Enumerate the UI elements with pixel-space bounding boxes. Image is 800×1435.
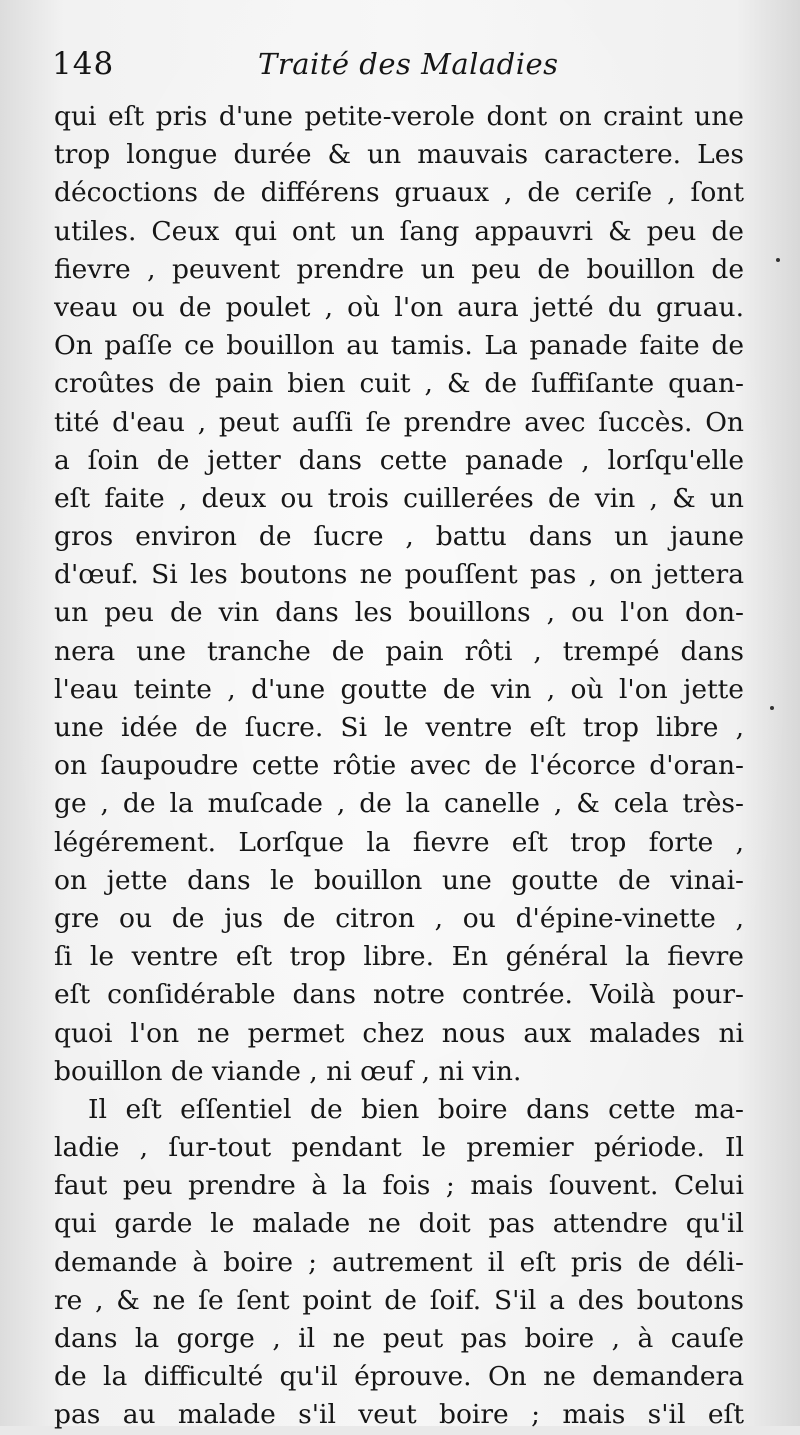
- text-line: On paſſe ce bouillon au tamis. La panade faite de: [54, 330, 744, 362]
- text-line: tité d'eau , peut auſſi ſe prendre avec ſuccès. On: [54, 406, 744, 438]
- page-header: [48, 42, 748, 86]
- text-line: on jette dans le bouillon une goutte de vinai-: [54, 864, 744, 896]
- text-line: quoi l'on ne permet chez nous aux malades ni: [54, 1017, 744, 1049]
- text-line: faut peu prendre à la fois ; mais ſouvent. Celui: [54, 1170, 744, 1202]
- text-line: l'eau teinte , d'une goutte de vin , où l'on jette: [54, 673, 744, 705]
- text-line: de la difficulté qu'il éprouve. On ne demandera: [54, 1361, 744, 1393]
- text-line: utiles. Ceux qui ont un ſang appauvri & peu de: [54, 215, 744, 247]
- text-line: dans la gorge , il ne peut pas boire , à cauſe: [54, 1323, 744, 1354]
- text-line: gre ou de jus de citron , ou d'épine-vinette ,: [54, 902, 744, 934]
- text-line: croûtes de pain bien cuit , & de ſuffiſante quan-: [54, 368, 744, 400]
- text-line: qui garde le malade ne doit pas attendre qu'il: [54, 1208, 744, 1240]
- text-line: un peu de vin dans les bouillons , ou l'on don-: [54, 597, 744, 629]
- ink-speck: [770, 706, 774, 710]
- running-title: Traité des Maladies: [258, 47, 559, 81]
- text-line: fievre , peuvent prendre un peu de bouillon de: [54, 253, 744, 285]
- text-line: veau ou de poulet , où l'on aura jetté du gruau.: [54, 291, 744, 323]
- text-line: re , & ne ſe ſent point de ſoif. S'il a des boutons: [54, 1284, 744, 1316]
- paragraph-end-line: bouillon de viande , ni œuf , ni vin.: [54, 1055, 522, 1087]
- text-line: pas au malade s'il veut boire ; mais s'il eſt: [54, 1399, 744, 1431]
- text-line: ladie , ſur-tout pendant le premier période. Il: [54, 1132, 744, 1164]
- text-line: trop longue durée & un mauvais caractere. Les: [54, 139, 744, 171]
- text-line: une idée de ſucre. Si le ventre eſt trop libre ,: [54, 712, 744, 743]
- text-line: eſt conſidérable dans notre contrée. Voilà pour-: [54, 979, 744, 1011]
- ink-speck: [776, 258, 780, 262]
- text-line: nera une tranche de pain rôti , trempé dans: [54, 635, 744, 667]
- text-line: légérement. Lorſque la fievre eſt trop forte ,: [54, 826, 744, 858]
- paragraph-start-line: Il eſt eſſentiel de bien boire dans cette ma-: [88, 1093, 744, 1125]
- text-line: qui eſt pris d'une petite-verole dont on craint une: [54, 101, 744, 132]
- text-line: on ſaupoudre cette rôtie avec de l'écorce d'oran-: [54, 750, 744, 782]
- text-line: gros environ de ſucre , battu dans un jaune: [54, 521, 744, 553]
- text-line: ſi le ventre eſt trop libre. En général la fievre: [54, 941, 744, 973]
- text-line: eſt faite , deux ou trois cuillerées de vin , & un: [54, 482, 744, 514]
- page-number: 148: [52, 46, 115, 82]
- text-line: décoctions de différens gruaux , de ceriſe , ſont: [54, 177, 744, 209]
- body-text: [54, 98, 744, 1435]
- text-line: demande à boire ; autrement il eſt pris de déli-: [54, 1246, 744, 1278]
- text-line: ge , de la muſcade , de la canelle , & cela très-: [54, 788, 744, 820]
- text-line: a ſoin de jetter dans cette panade , lorſqu'elle: [54, 444, 744, 476]
- text-line: d'œuf. Si les boutons ne pouſſent pas , on jettera: [54, 559, 744, 591]
